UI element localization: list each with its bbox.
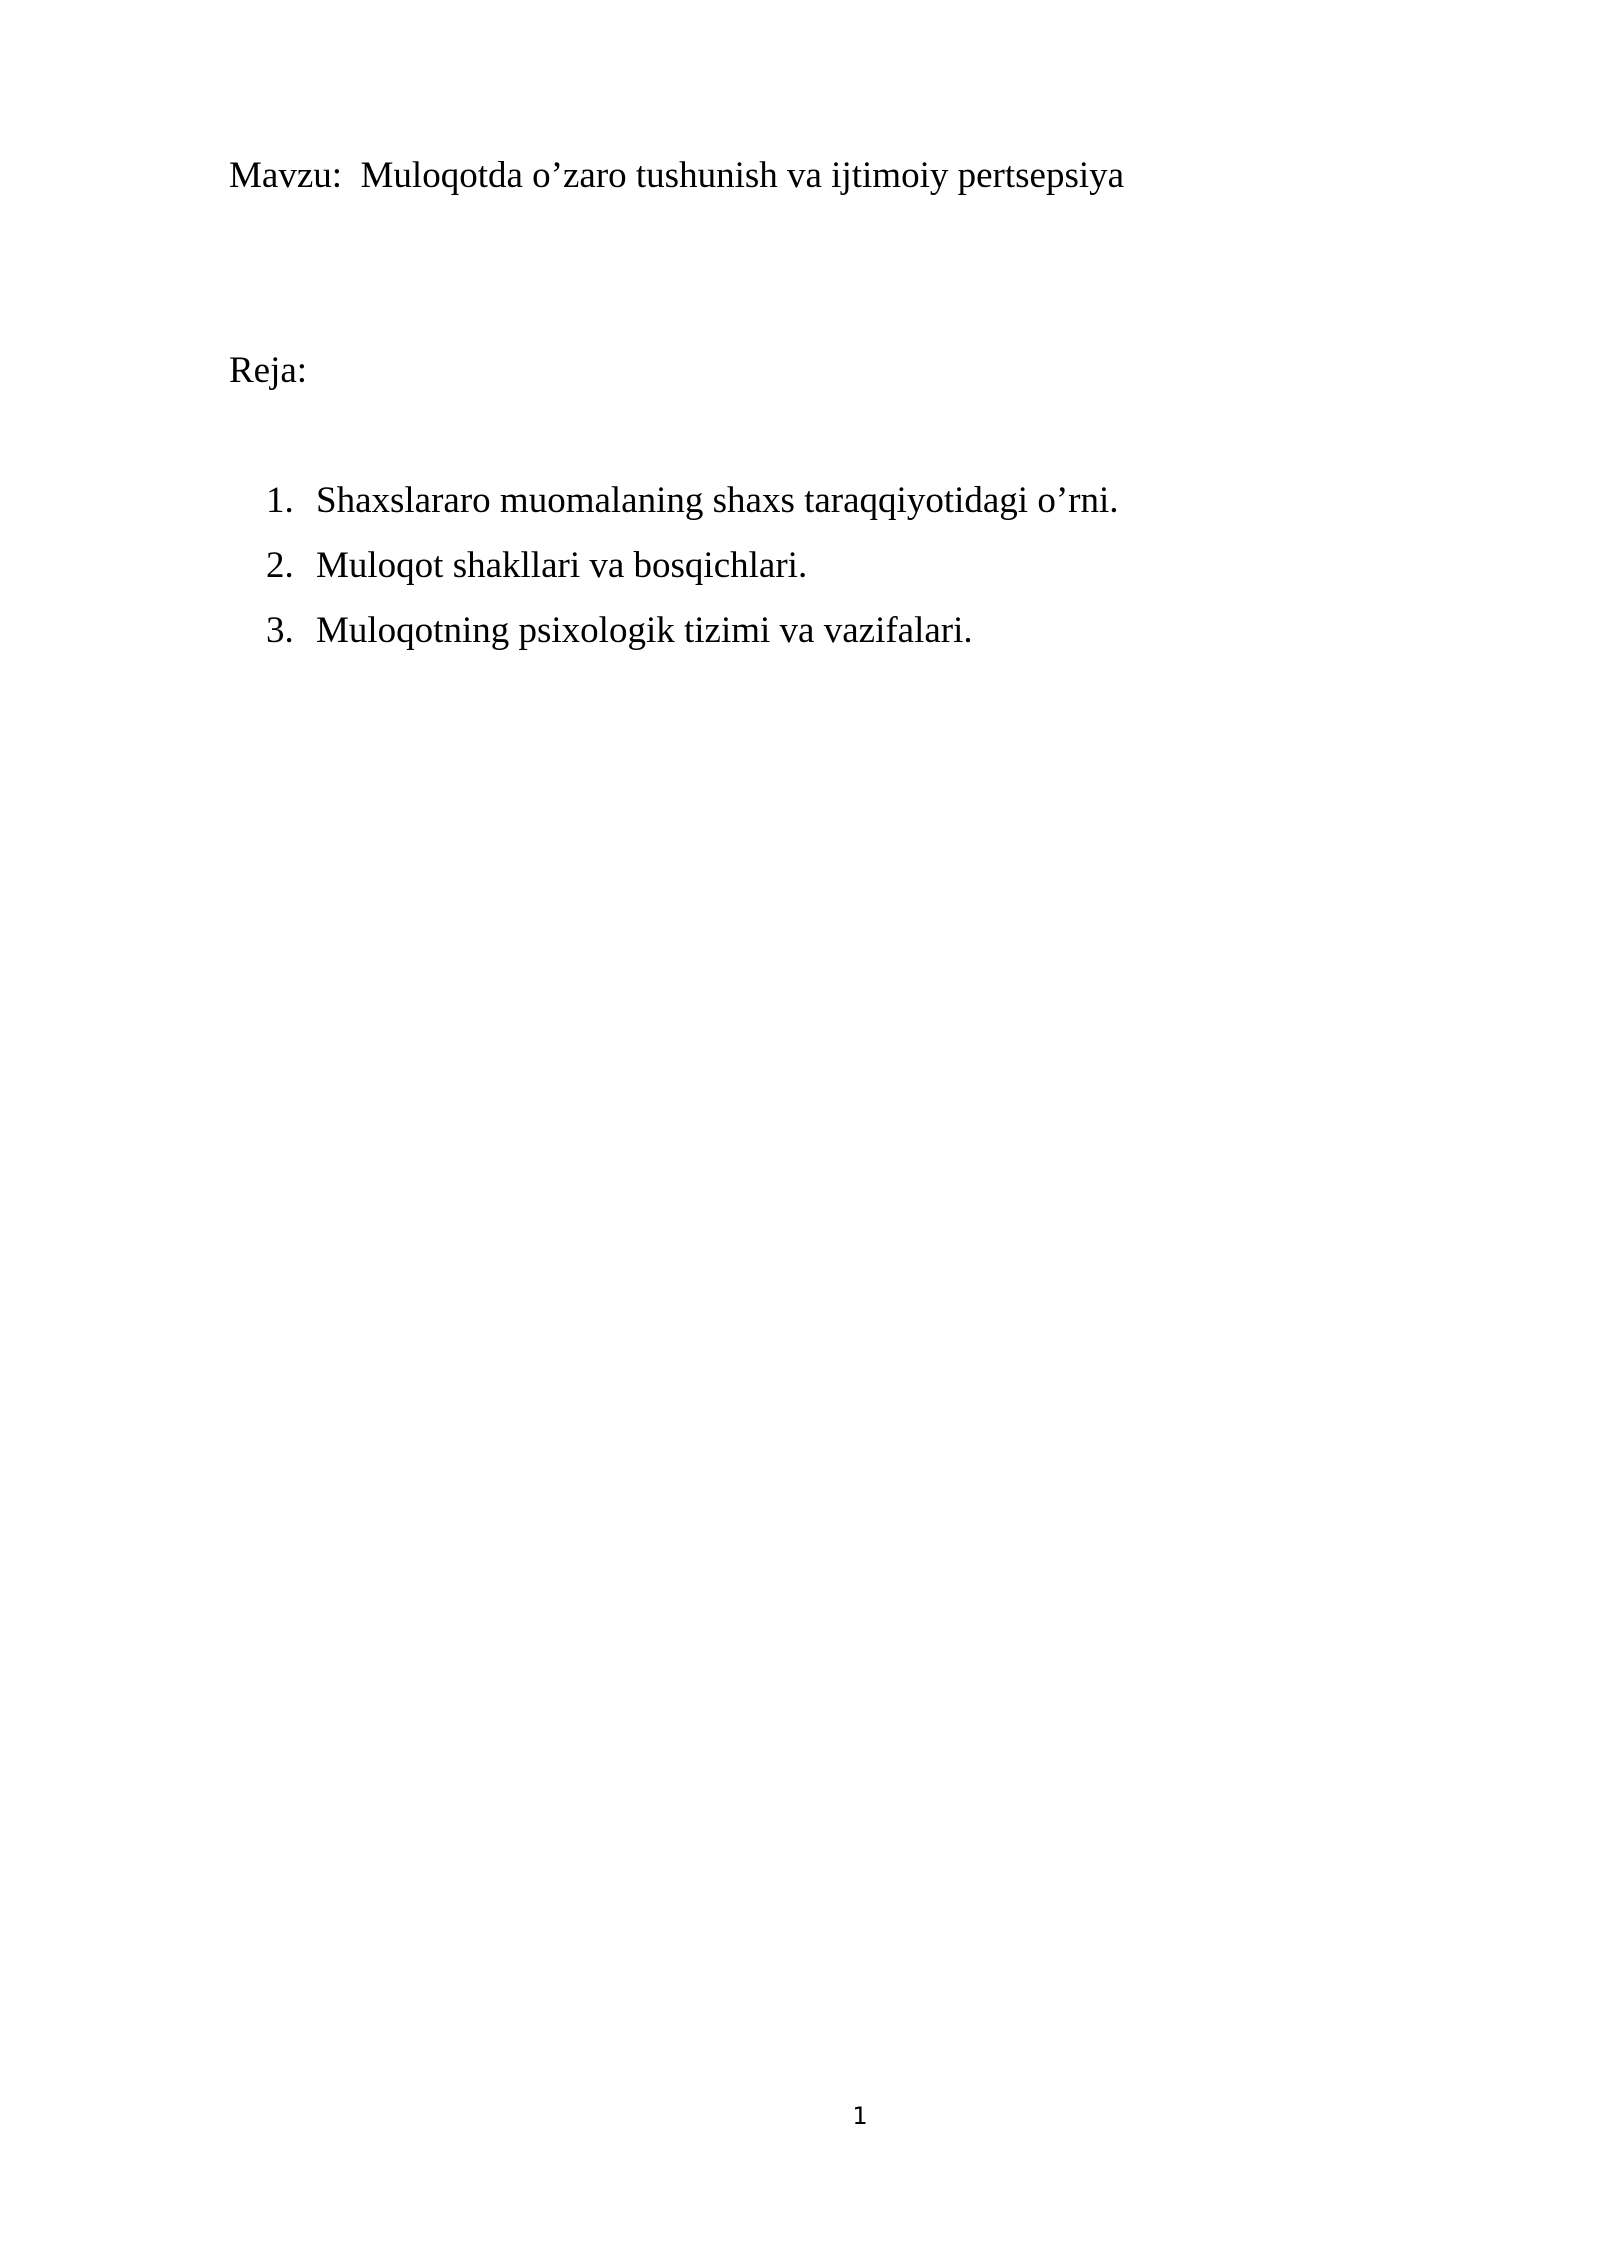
plan-item-number: 3. [266,610,294,651]
plan-item-number: 2. [266,545,294,586]
plan-item-text: Muloqot shakllari va bosqichlari. [316,545,808,586]
plan-list [266,475,1119,670]
plan-item-text: Muloqotning psixologik tizimi va vazifalari. [316,610,973,651]
topic-title: Muloqotda o’zaro tushunish va ijtimoiy pertsepsiya [360,155,1125,196]
plan-item-text: Shaxslararo muomalaning shaxs taraqqiyotidagi o’rni. [316,480,1119,521]
plan-item-number: 1. [266,480,294,521]
topic-label: Mavzu: [229,155,343,196]
plan-item [266,605,1119,670]
plan-item [266,475,1119,540]
plan-item [266,540,1119,605]
topic-heading [229,150,1124,202]
plan-label: Reja: [229,350,308,391]
page-number: 1 [852,2102,868,2130]
